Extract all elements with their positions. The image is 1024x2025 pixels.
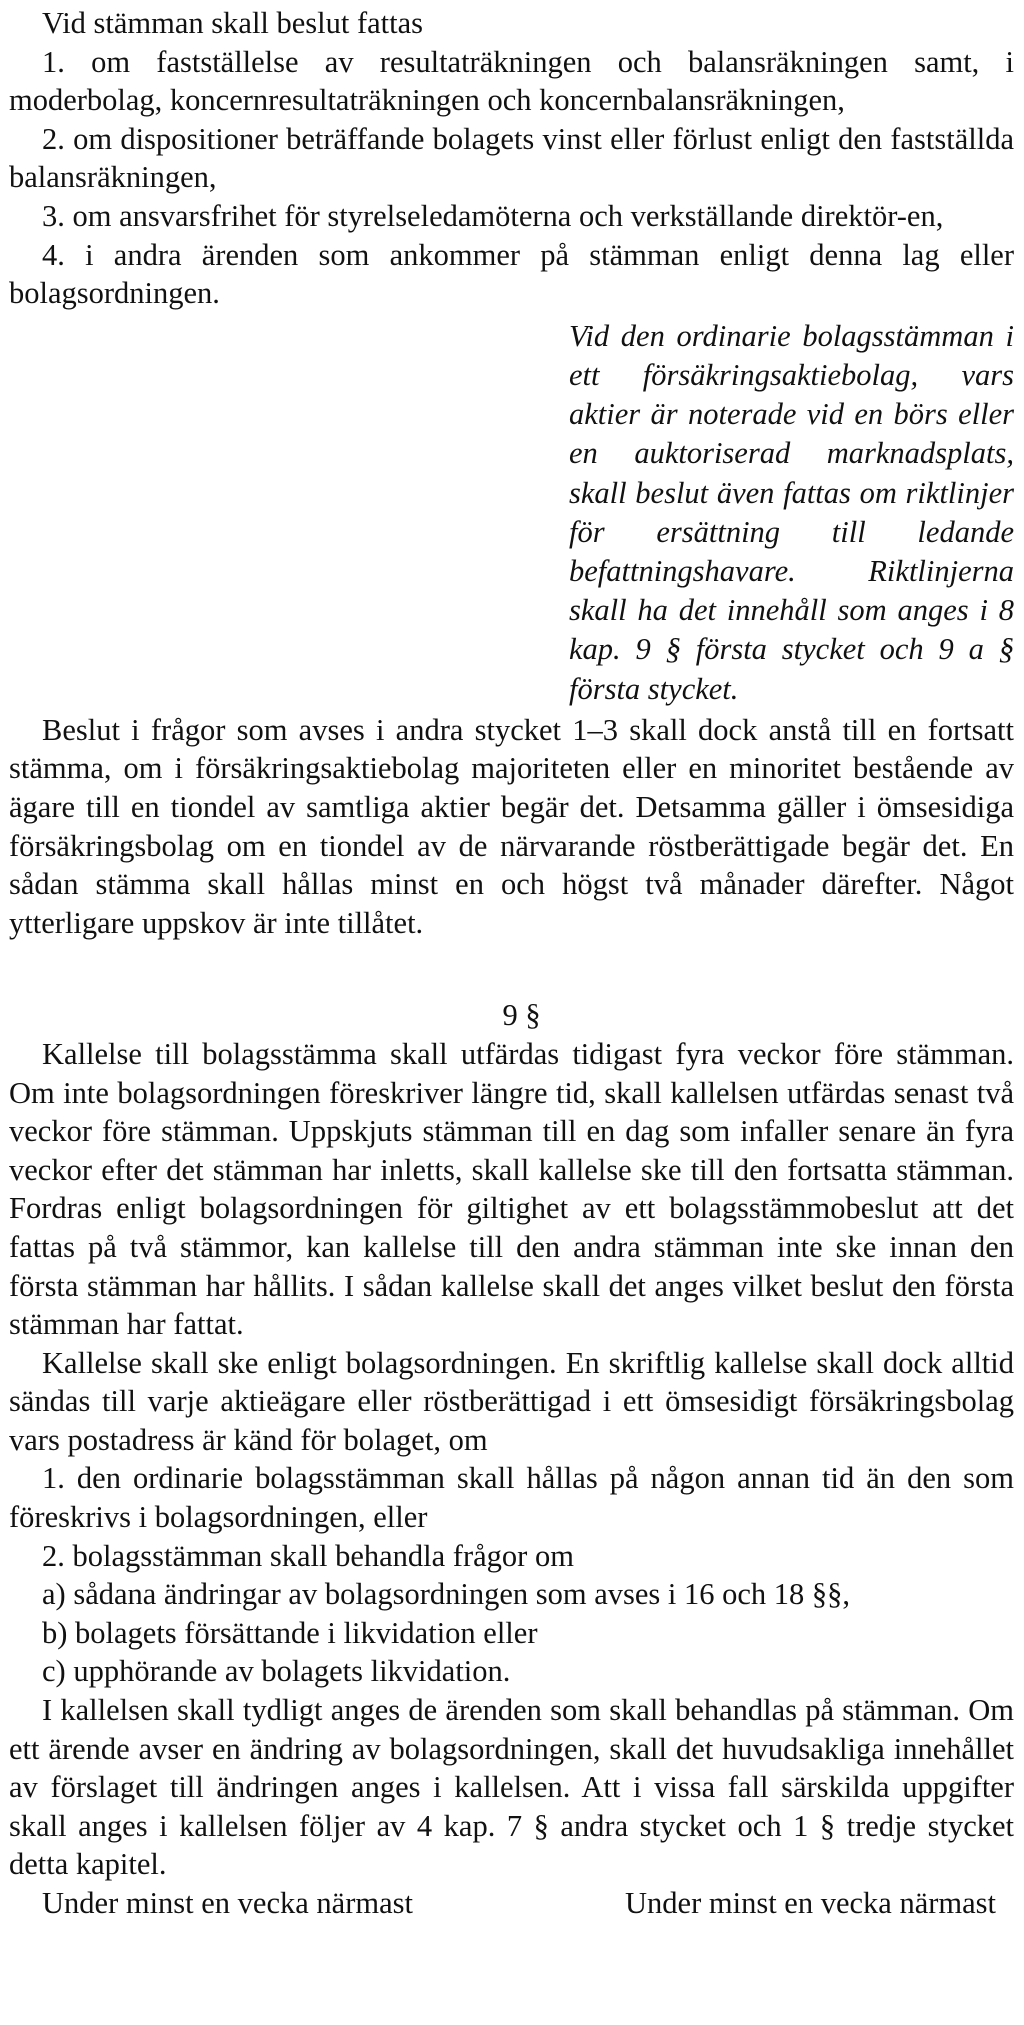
notice-item-c: c) upphörande av bolagets likvidation. (42, 1654, 511, 1689)
notice-paragraph-3: I kallelsen skall tydligt anges de ärenden som skall behandlas på stämman. Om ett ärende avser en ändring av bolagsordningen, skall det huvudsakliga innehållet av förslaget till ändringen anges i kallelsen. Att i vissa fall särskilda uppgifter skall anges i kallelsen följer av 4 kap. 7 § andra stycket och 1 § tredje stycket detta kapitel. (9, 1693, 1014, 1882)
bottom-parallel-line (9, 1884, 1014, 1923)
decision-item-4: 4. i andra ärenden som ankommer på stämman enligt denna lag eller bolagsordningen. (9, 237, 1014, 311)
decision-item-3: 3. om ansvarsfrihet för styrelseledamöterna och verkställande direktör-en, (42, 198, 944, 233)
notice-item-1: 1. den ordinarie bolagsstämman skall hållas på någon annan tid än den som föreskrivs i bolagsordningen, eller (9, 1461, 1014, 1535)
intro-line: Vid stämman skall beslut fattas (42, 6, 424, 40)
notice-item-a: a) sådana ändringar av bolagsordningen som avses i 16 och 18 §§, (42, 1577, 851, 1612)
bottom-right-text: Under minst en vecka närmast (625, 1886, 996, 1920)
notice-paragraph-2: Kallelse skall ske enligt bolagsordningen. En skriftlig kallelse skall dock alltid sändas till varje aktieägare eller röstberättigad i ett ömsesidigt försäkringsbolag vars postadress är känd för bolaget, om (9, 1345, 1014, 1457)
bottom-left-text: Under minst en vecka närmast (42, 1886, 413, 1920)
decision-item-2: 2. om dispositioner beträffande bolagets vinst eller förlust enligt den fastställda balansräkningen, (9, 121, 1014, 195)
decision-item-1: 1. om fastställelse av resultaträkningen och balansräkningen samt, i moderbolag, koncernresultaträkningen och koncernbalansräkningen, (9, 44, 1014, 118)
notice-paragraph-1: Kallelse till bolagsstämma skall utfärdas tidigast fyra veckor före stämman. Om inte bolagsordningen föreskriver längre tid, skall kallelsen utfärdas senast två veckor före stämman. Uppskjuts stämman till en dag som infaller senare än fyra veckor efter det stämman har inletts, skall kallelse ske till den fortsatta stämman. Fordras enligt bolagsordningen för giltighet av ett bolagsstämmobeslut att det fattas på två stämmor, kan kallelse till den andra stämman inte ske innan den första stämman har hållits. I sådan kallelse skall det anges vilket beslut den första stämman har fattat. (9, 1036, 1014, 1342)
postponement-paragraph: Beslut i frågor som avses i andra stycket 1–3 skall dock anstå till en fortsatt stämma, om i försäkringsaktiebolag majoriteten eller en minoritet bestående av ägare till en tiondel av samtliga aktier begär det. Detsamma gäller i ömsesidiga försäkringsbolag om en tiondel av de närvarande röstberättigade begär det. En sådan stämma skall hållas minst en och högst två månader därefter. Något ytterligare uppskov är inte tillåtet. (9, 712, 1014, 940)
document-page (9, 4, 1014, 1923)
italic-amendment-note: Vid den ordinarie bolagsstämman i ett försäkringsaktiebolag, vars aktier är noterade vid en börs eller en auktoriserad marknadsplats, skall beslut även fattas om riktlinjer för ersättning till ledande befattningshavare. Riktlinjerna skall ha det innehåll som anges i 8 kap. 9 § första stycket och 9 a § första stycket. (569, 318, 1014, 706)
notice-item-2: 2. bolagsstämman skall behandla frågor om (42, 1538, 574, 1573)
notice-item-b: b) bolagets försättande i likvidation eller (42, 1615, 538, 1650)
section-heading: 9 § (502, 998, 541, 1033)
